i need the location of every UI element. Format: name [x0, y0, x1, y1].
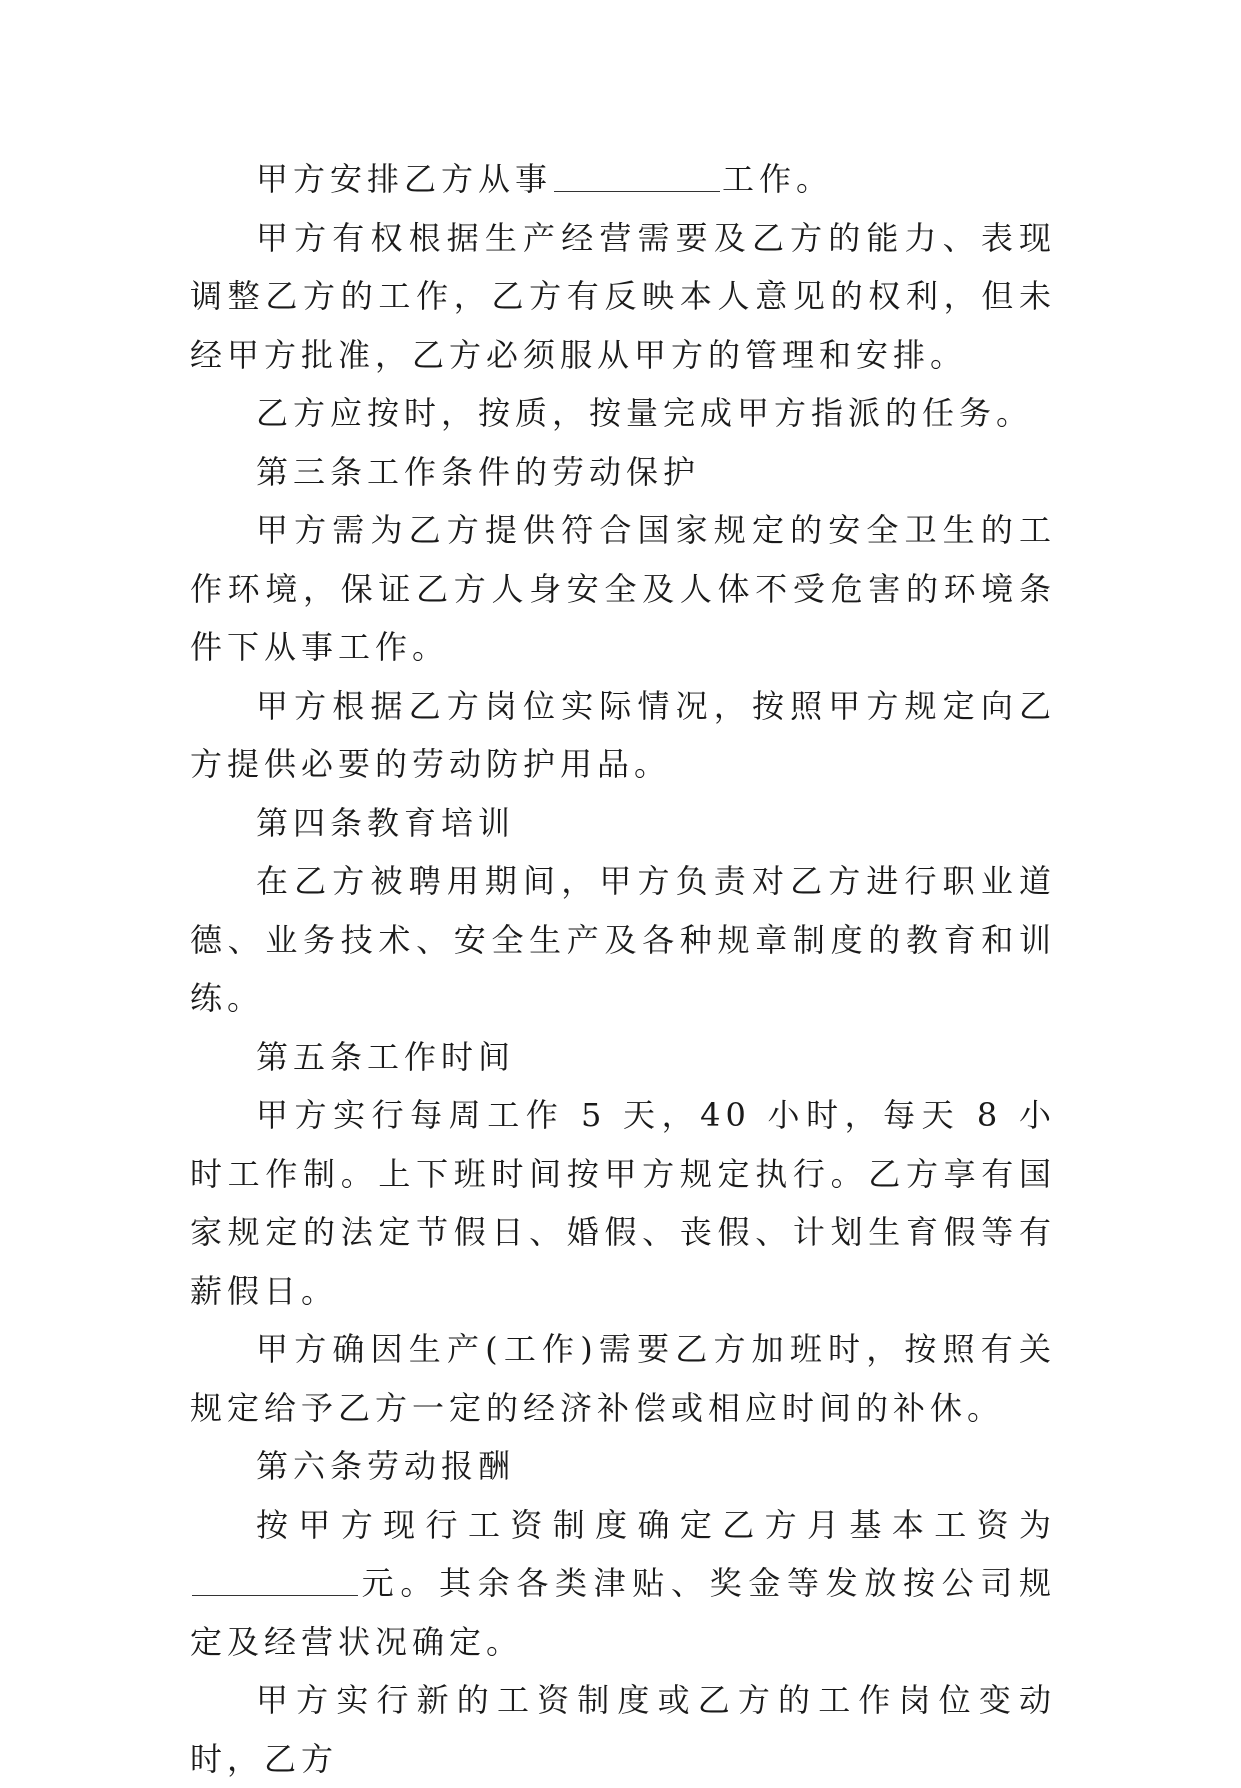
article-heading-6: 第六条劳动报酬 [256, 1447, 516, 1485]
article-heading-5: 第五条工作时间 [256, 1037, 516, 1076]
paragraph-salary-change: 甲方实行新的工资制度或乙方的工作岗位变动时，乙方 [190, 1681, 1056, 1778]
paragraph-text: 元。其余各类津贴、奖金等发放按公司规定及经营状况确定。 [190, 1564, 1056, 1661]
paragraph-base-salary [190, 1496, 1056, 1672]
paragraph-text: 工作。 [722, 160, 834, 198]
article-heading-4: 第四条教育培训 [256, 803, 516, 842]
article-heading-3: 第三条工作条件的劳动保护 [256, 452, 701, 491]
paragraph-protective-equipment: 甲方根据乙方岗位实际情况，按照甲方规定向乙方提供必要的劳动防护用品。 [190, 686, 1056, 783]
paragraph-safe-environment: 甲方需为乙方提供符合国家规定的安全卫生的工作环境，保证乙方人身安全及人体不受危害的环境条件下从事工作。 [190, 511, 1056, 666]
paragraph-task-completion: 乙方应按时，按质，按量完成甲方指派的任务。 [256, 394, 1034, 432]
paragraph-job-assignment [190, 150, 1056, 209]
fill-in-blank-job[interactable] [554, 151, 720, 192]
paragraph-training: 在乙方被聘用期间，甲方负责对乙方进行职业道德、业务技术、安全生产及各种规章制度的教育和训练。 [190, 862, 1056, 1017]
paragraph-overtime: 甲方确因生产(工作)需要乙方加班时，按照有关规定给予乙方一定的经济补偿或相应时间的补休。 [190, 1330, 1056, 1427]
document-page [190, 150, 1056, 1788]
paragraph-working-hours: 甲方实行每周工作 5 天，40 小时，每天 8 小时工作制。上下班时间按甲方规定执行。乙方享有国家规定的法定节假日、婚假、丧假、计划生育假等有薪假日。 [190, 1096, 1056, 1310]
paragraph-job-adjustment: 甲方有权根据生产经营需要及乙方的能力、表现调整乙方的工作，乙方有反映本人意见的权利，但未经甲方批准，乙方必须服从甲方的管理和安排。 [190, 218, 1056, 374]
paragraph-text: 按甲方现行工资制度确定乙方月基本工资为 [256, 1505, 1056, 1544]
fill-in-blank-salary[interactable] [192, 1555, 358, 1596]
paragraph-text: 甲方安排乙方从事 [256, 160, 553, 198]
